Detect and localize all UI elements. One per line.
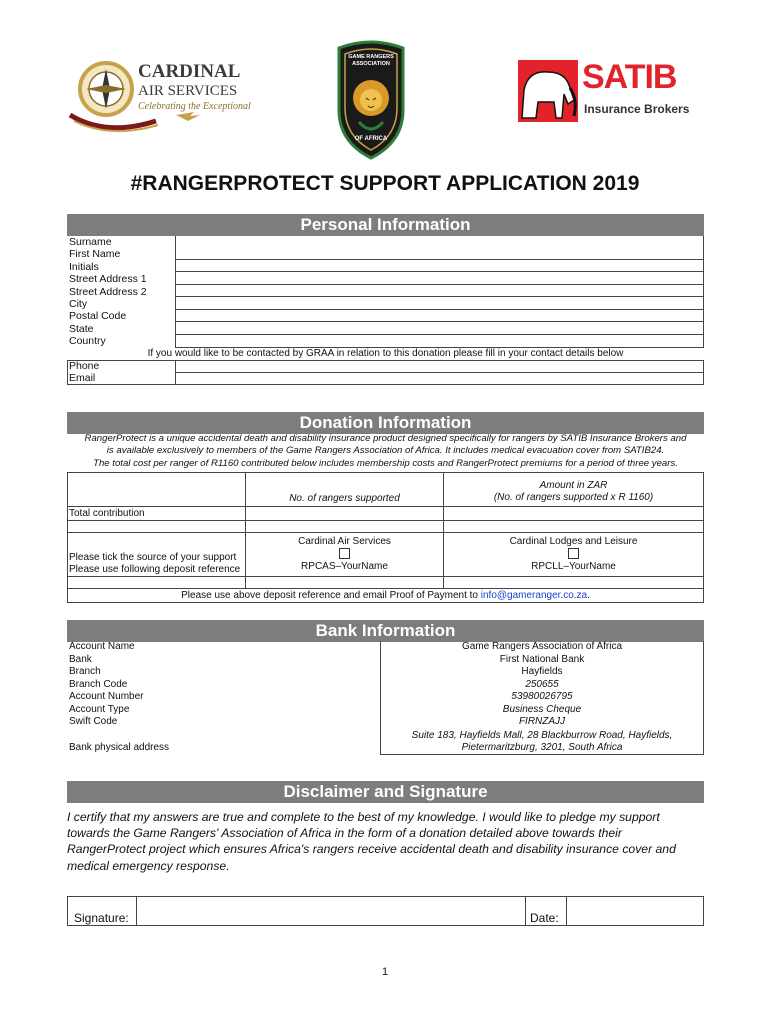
bank-value: First National Bank: [499, 653, 585, 665]
bank-value: 250655: [525, 678, 559, 690]
bank-address-label: Bank physical address: [69, 741, 170, 753]
cardinal-air-checkbox[interactable]: [339, 548, 350, 559]
graa-logo: [333, 40, 409, 160]
ref1-label: RPCAS–YourName: [301, 561, 388, 572]
field-label: Postal Code: [69, 310, 127, 323]
date-label: Date:: [530, 911, 559, 925]
signature-box: [67, 896, 704, 926]
ref-label: Please use following deposit reference: [69, 564, 241, 575]
cardinal-line2: AIR SERVICES: [138, 83, 238, 99]
donation-table: [67, 472, 704, 603]
disclaimer-header: Disclaimer and Signature: [67, 781, 704, 803]
col-amount-line1: Amount in ZAR: [539, 480, 608, 491]
contact-note: If you would like to be contacted by GRAA in relation to this donation please fill in your contact details below: [147, 348, 624, 359]
field-label: First Name: [69, 248, 121, 261]
disclaimer-line: RangerProtect project which ensures Africa's rangers receive accidental death and disability insurance cover and: [67, 842, 676, 857]
signature-field[interactable]: [136, 897, 526, 925]
tick-label: Please tick the source of your support: [69, 552, 237, 563]
satib-logo: [518, 60, 708, 122]
bank-label: Account Type: [69, 703, 130, 715]
disclaimer-text: [67, 809, 707, 874]
street-address-2-field[interactable]: [176, 285, 703, 298]
donation-info-header: Donation Information: [67, 412, 704, 434]
bank-value: Game Rangers Association of Africa: [461, 641, 623, 652]
amount-field[interactable]: [444, 507, 704, 521]
intro-line: is available exclusively to members of the Game Rangers Association of Africa. It includes medical evacuation cover from SATIB24.: [106, 445, 665, 457]
bank-value: 53980026795: [511, 691, 573, 702]
cardinal-tagline: Celebrating the Exceptional: [138, 101, 251, 112]
bank-label: Account Number: [69, 691, 144, 702]
street-address-1-field[interactable]: [176, 272, 703, 285]
field-label: Street Address 2: [69, 285, 147, 298]
satib-sub: Insurance Brokers: [584, 102, 690, 116]
initials-field[interactable]: [176, 260, 703, 273]
bank-value: FIRNZAJJ: [518, 716, 566, 727]
pop-note: Please use above deposit reference and email Proof of Payment to: [181, 590, 478, 601]
graa-top-text: GAME RANGERS ASSOCIATION: [348, 54, 394, 67]
field-label: Street Address 1: [69, 273, 147, 286]
rangers-count-field[interactable]: [246, 507, 444, 521]
field-label: Initials: [69, 260, 99, 273]
pop-email-link[interactable]: info@gameranger.co.za: [480, 590, 588, 601]
bank-label: Branch: [69, 666, 101, 677]
email-field[interactable]: [175, 373, 703, 384]
field-label: State: [69, 322, 94, 335]
field-label: Phone: [69, 360, 100, 372]
ref2-label: RPCLL–YourName: [531, 561, 616, 572]
cardinal-lodges-checkbox[interactable]: [568, 548, 579, 559]
satib-name: SATIB: [582, 58, 677, 96]
disclaimer-line: towards the Game Rangers' Association of Africa in the form of a donation detailed above towards their: [67, 826, 622, 841]
signature-label: Signature:: [74, 911, 129, 925]
field-label: Surname: [69, 236, 112, 248]
page-title: #RANGERPROTECT SUPPORT APPLICATION 2019: [130, 172, 640, 195]
field-label: Country: [69, 335, 106, 348]
pop-note-row: [68, 589, 704, 603]
contact-input-box: [67, 360, 704, 385]
pop-end: .: [587, 590, 590, 601]
date-field[interactable]: [566, 897, 703, 925]
postal-code-field[interactable]: [176, 310, 703, 323]
col-amount-header: [444, 473, 704, 507]
source-labels: [68, 533, 246, 577]
source-cardinal-lodges: [444, 533, 704, 577]
bank-label: Branch Code: [69, 678, 128, 690]
total-contribution-label: Total contribution: [68, 507, 246, 521]
cardinal-logo: [66, 55, 256, 133]
source2-label: Cardinal Lodges and Leisure: [509, 536, 638, 547]
field-label: City: [69, 298, 88, 311]
phone-field[interactable]: [175, 361, 703, 373]
cardinal-line1: CARDINAL: [138, 61, 241, 82]
col-rangers-header: No. of rangers supported: [246, 473, 444, 507]
page-number: 1: [381, 966, 389, 978]
personal-labels: [69, 236, 179, 348]
disclaimer-line: I certify that my answers are true and complete to the best of my knowledge. I would like to pledge my support: [67, 810, 660, 824]
personal-info-header: Personal Information: [67, 214, 704, 236]
bank-address-line: Suite 183, Hayfields Mall, 28 Blackburrow Road, Hayfields,: [411, 729, 673, 741]
disclaimer-line: medical emergency response.: [67, 858, 230, 873]
graa-bottom-text: OF AFRICA: [354, 136, 388, 142]
personal-input-box: [175, 247, 704, 348]
col-amount-line2: (No. of rangers supported x R 1160): [493, 492, 654, 503]
surname-field[interactable]: [175, 236, 704, 247]
first-name-field[interactable]: [176, 247, 703, 260]
state-field[interactable]: [176, 322, 703, 335]
country-field[interactable]: [176, 335, 703, 348]
bank-label: Swift Code: [69, 716, 118, 727]
bank-info-header: Bank Information: [67, 620, 704, 642]
intro-line: RangerProtect is a unique accidental death and disability insurance product designed specifically for rangers by SATIB Insurance Brokers and: [84, 433, 687, 444]
bank-value: Hayfields: [521, 666, 563, 677]
city-field[interactable]: [176, 297, 703, 310]
bank-value: Business Cheque: [502, 703, 582, 715]
source-cardinal-air: [246, 533, 444, 577]
bank-address-line: Pietermaritzburg, 3201, South Africa: [461, 742, 623, 753]
intro-line: The total cost per ranger of R1160 contributed below includes membership costs and RangerProtect premiums for a period of three years.: [93, 457, 678, 469]
bank-label: Bank: [69, 653, 92, 665]
field-label: Email: [69, 372, 96, 385]
source1-label: Cardinal Air Services: [298, 536, 391, 547]
donation-intro: [67, 433, 704, 470]
bank-label: Account Name: [69, 641, 135, 652]
